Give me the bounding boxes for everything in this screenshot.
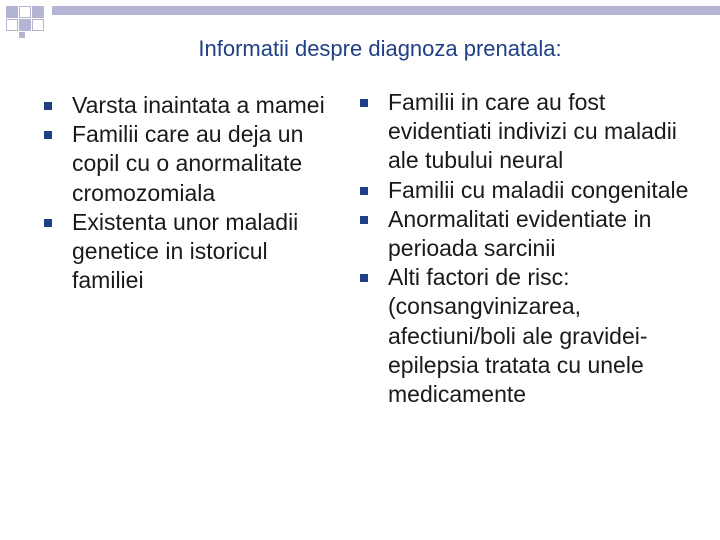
decor-square	[32, 19, 44, 31]
list-item	[360, 176, 695, 205]
list-item	[360, 88, 695, 176]
list-item-text: Familii cu maladii congenitale	[388, 176, 689, 203]
list-item	[360, 205, 695, 263]
square-bullet-icon	[44, 208, 72, 227]
list-item	[44, 208, 340, 296]
list-item-text: Varsta inaintata a mamei	[72, 92, 325, 118]
decor-square	[32, 6, 44, 18]
decor-square	[6, 6, 18, 18]
slide-title: Informatii despre diagnoza prenatala:	[198, 36, 562, 61]
right-bullet-list	[360, 88, 695, 409]
left-bullet-list	[44, 91, 340, 295]
list-item	[44, 120, 340, 208]
list-item	[360, 263, 695, 409]
square-bullet-icon	[360, 263, 388, 282]
list-item-text: Alti factori de risc: (consangvinizarea, afectiuni/boli ale gravidei- epilepsia tratata cu unele medicamente	[388, 264, 648, 408]
square-bullet-icon	[360, 88, 388, 107]
square-bullet-icon	[360, 176, 388, 195]
list-item	[44, 91, 340, 120]
decor-square	[19, 6, 31, 18]
decor-band	[52, 6, 720, 15]
list-item-text: Existenta unor maladii genetice in istoricul familiei	[72, 208, 299, 294]
list-item-text: Familii care au deja un copil cu o anormalitate cromozomiala	[72, 121, 304, 206]
square-bullet-icon	[44, 120, 72, 139]
square-bullet-icon	[360, 205, 388, 224]
decor-square	[19, 19, 31, 31]
decor-square	[6, 19, 18, 31]
square-bullet-icon	[44, 91, 72, 110]
corner-decoration	[0, 0, 720, 40]
list-item-text: Familii in care au fost evidentiati indivizi cu maladii ale tubului neural	[388, 89, 677, 174]
list-item-text: Anormalitati evidentiate in perioada sarcinii	[388, 205, 652, 262]
